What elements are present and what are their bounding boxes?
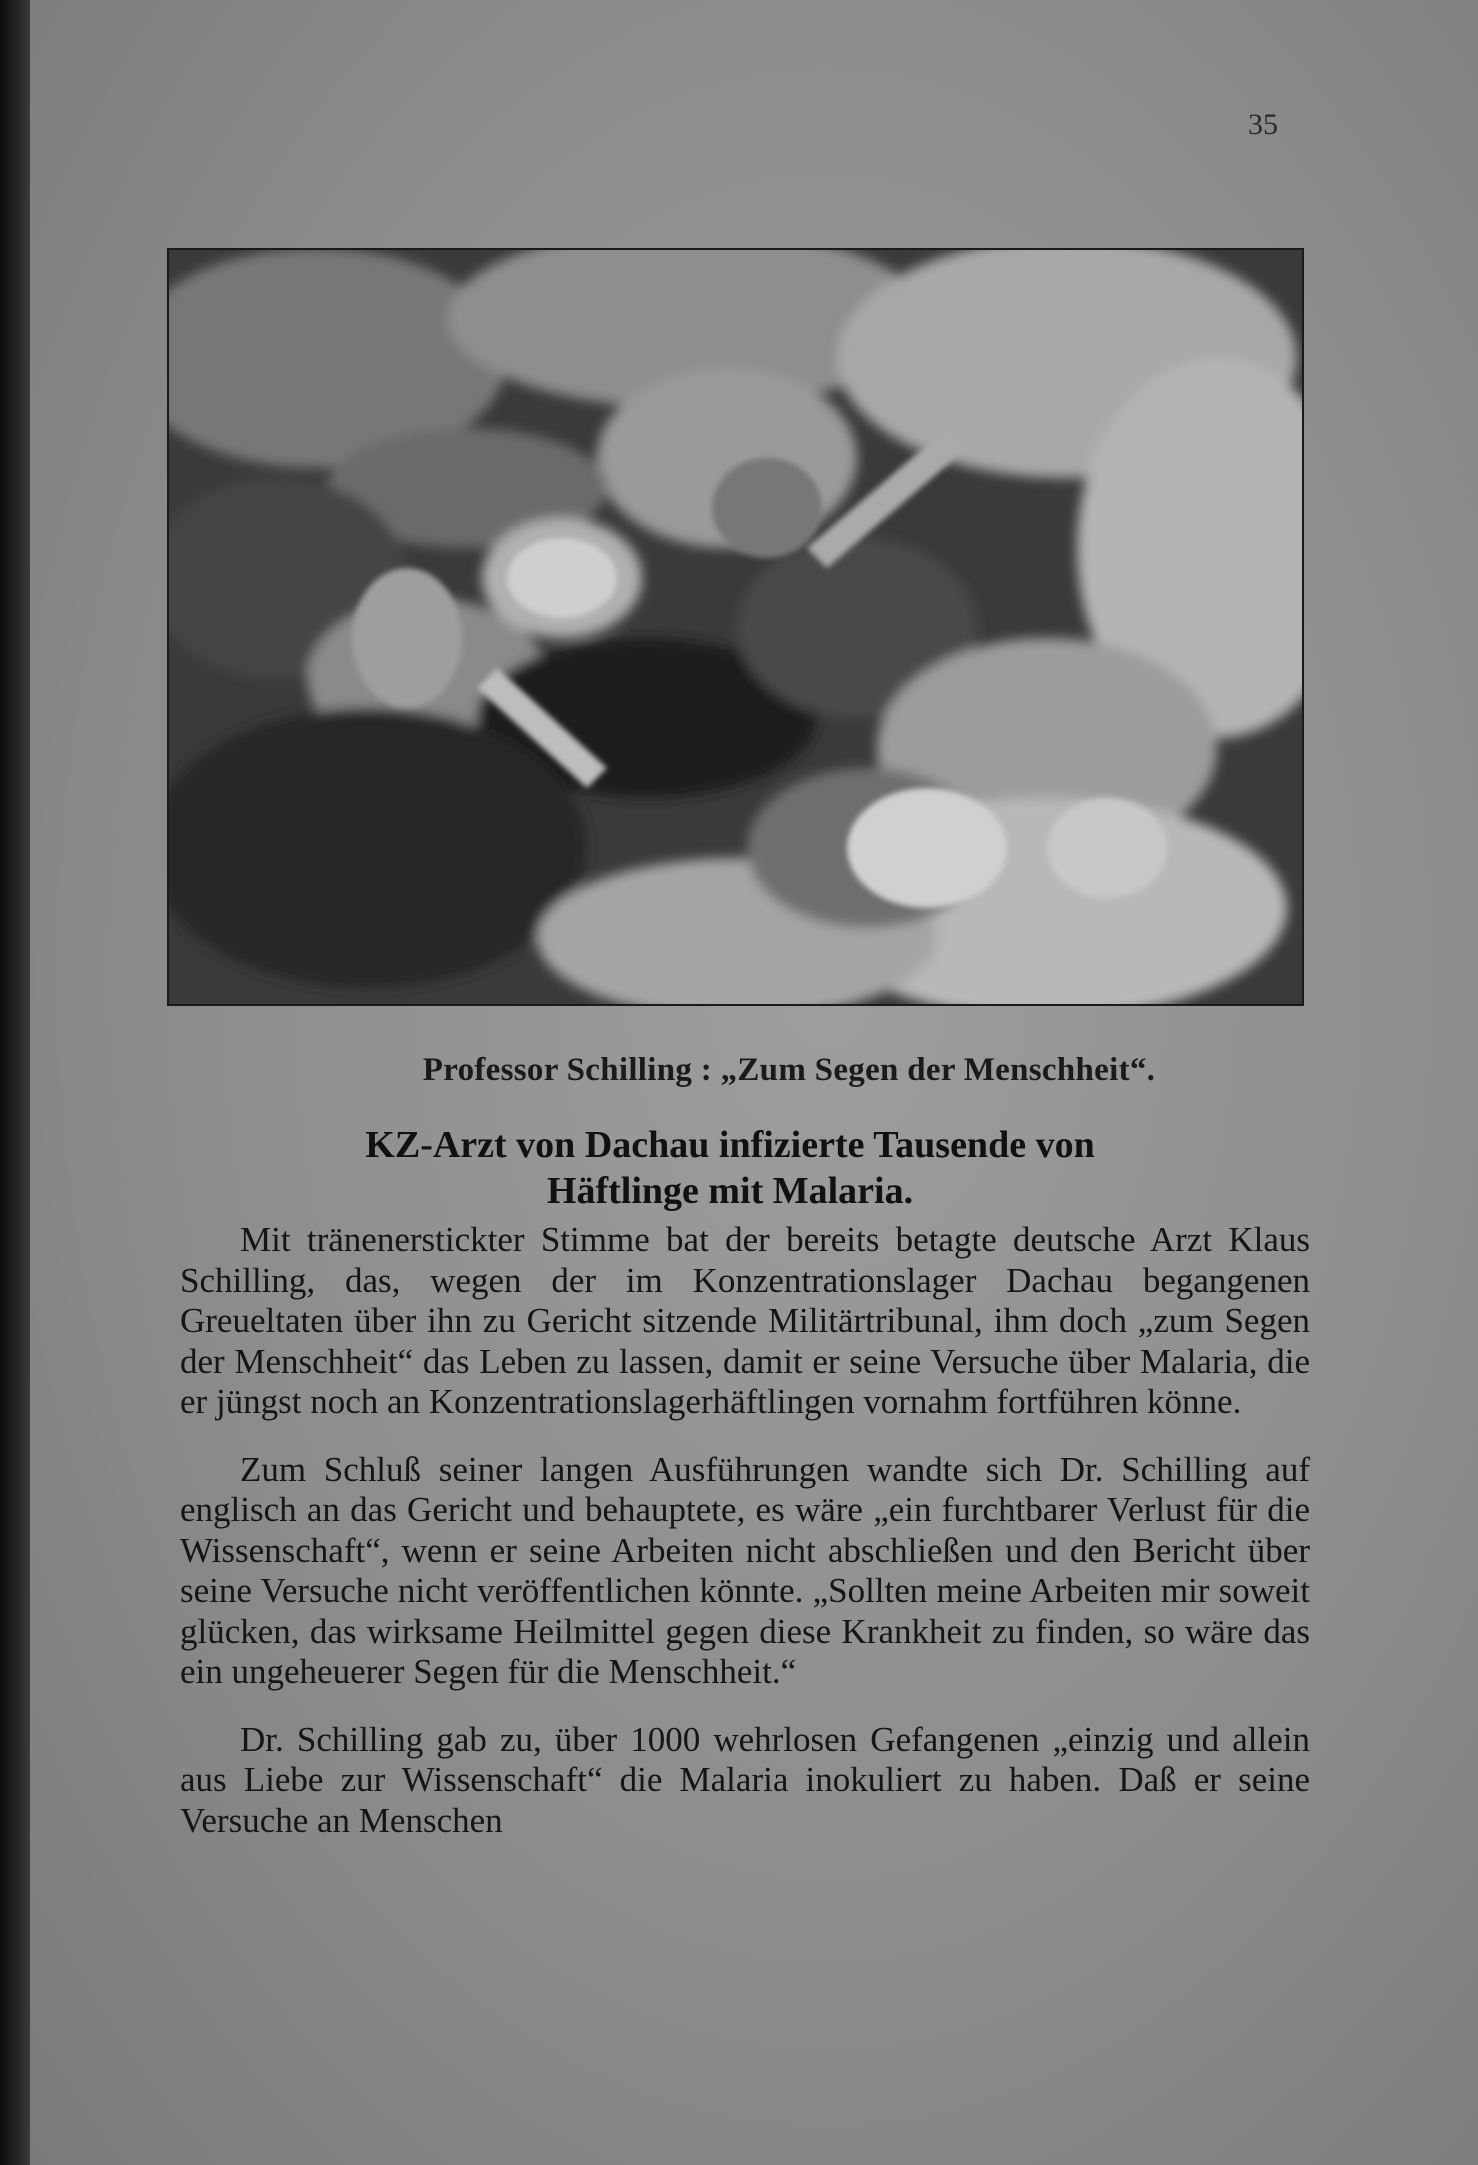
photograph <box>167 248 1304 1006</box>
article-body <box>180 1220 1310 1868</box>
book-page <box>30 0 1478 2165</box>
headline-line-1: KZ-Arzt von Dachau infizierte Tausende von <box>365 1124 1095 1166</box>
paragraph-3: Dr. Schilling gab zu, über 1000 wehrlosen Gefangenen „einzig und allein aus Liebe zur Wissenschaft“ die Malaria inokuliert zu haben. Daß er seine Versuche an Menschen <box>180 1719 1310 1840</box>
article-headline <box>180 1122 1280 1214</box>
photo-caption: Professor Schilling : „Zum Segen der Menschheit“. <box>422 1052 1156 1088</box>
photograph-of-prisoner-bodies-icon <box>167 248 1304 1006</box>
paragraph-2: Zum Schluß seiner langen Ausführungen wandte sich Dr. Schilling auf englisch an das Gericht und behauptete, es wäre „ein furchtbarer Verlust für die Wissenschaft“, wenn er seine Arbeiten nicht abschließen und den Bericht über seine Versuche nicht veröffentlichen könnte. „Sollten meine Arbeiten mir soweit glücken, das wirksame Heilmittel gegen diese Krankheit zu finden, so wäre das ein ungeheuerer Segen für die Menschheit.“ <box>180 1449 1310 1691</box>
paragraph-1: Mit tränenerstickter Stimme bat der bereits betagte deutsche Arzt Klaus Schilling, das, wegen der im Konzentrationslager Dachau begangenen Greueltaten über ihn zu Gericht sitzende Militärtribunal, ihm doch „zum Segen der Menschheit“ das Leben zu lassen, damit er seine Versuche über Malaria, die er jüngst noch an Konzentrationslagerhäftlingen vornahm fortführen könne. <box>180 1220 1310 1421</box>
book-spine <box>0 0 30 2165</box>
headline-line-2: Häftlinge mit Malaria. <box>546 1170 914 1212</box>
page-number: 35 <box>1248 108 1278 141</box>
